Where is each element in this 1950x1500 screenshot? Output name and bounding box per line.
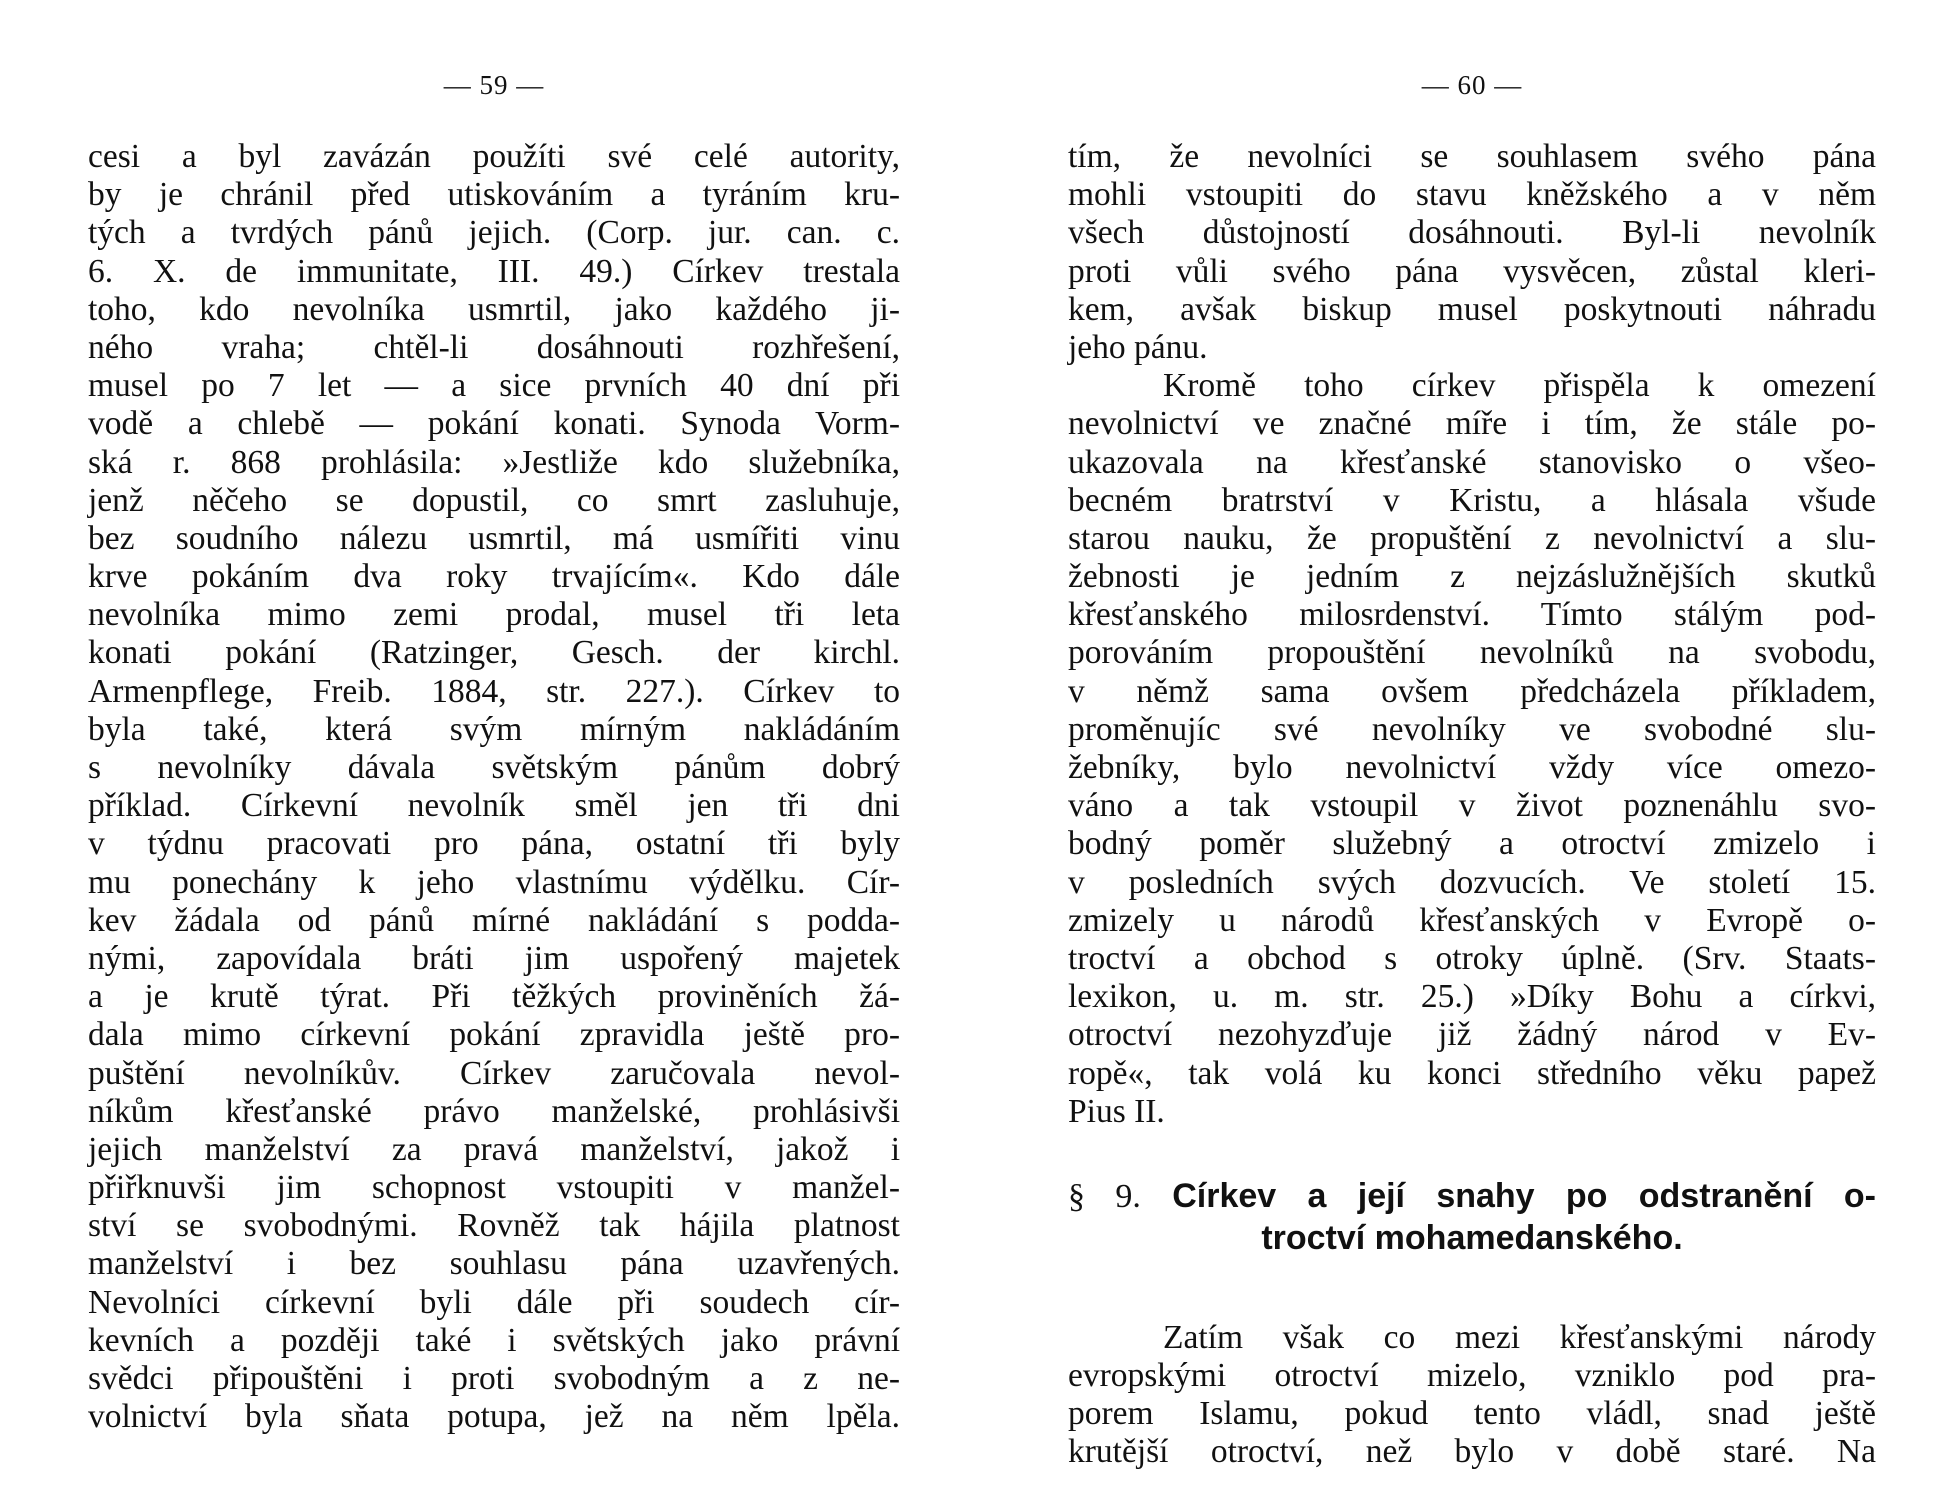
text-line: jeho pánu. <box>1068 328 1208 366</box>
text-line: Armenpflege, Freib. 1884, str. 227.). Církev to <box>88 672 900 710</box>
text-line: v posledních svých dozvucích. Ve století 15. <box>1068 863 1876 901</box>
text-line: mohli vstoupiti do stavu kněžského a v něm <box>1068 176 1876 214</box>
text-line: 6. X. de immunitate, III. 49.) Církev trestala <box>88 252 900 290</box>
text-line: nými, zapovídala bráti jim uspořený majetek <box>88 939 900 977</box>
text-line: starou nauku, že propuštění z nevolnictví a slu- <box>1068 519 1876 557</box>
text-line: otroctví nezohyzďuje již žádný národ v Ev- <box>1068 1016 1876 1054</box>
text-line: nevolníka mimo zemi prodal, musel tři leta <box>88 596 900 634</box>
text-line: Zatím však co mezi křesťanskými národy <box>1163 1318 1876 1356</box>
text-line: Pius II. <box>1068 1092 1165 1130</box>
text-line: cesi a byl zavázán použíti své celé autority, <box>88 138 900 175</box>
text-line: toho, kdo nevolníka usmrtil, jako každého ji- <box>88 290 900 328</box>
text-line: zmizely u národů křesťanských v Evropě o- <box>1068 901 1876 939</box>
text-line: jejich manželství za pravá manželství, jakož i <box>88 1130 900 1168</box>
text-line: byla také, která svým mírným nakládáním <box>88 710 900 748</box>
text-line: ská r. 868 prohlásila: »Jestliže kdo služebníka, <box>88 443 900 481</box>
text-line: s nevolníky dávala světským pánům dobrý <box>88 749 900 786</box>
text-line: tých a tvrdých pánů jejich. (Corp. jur. can. c. <box>88 214 900 252</box>
text-line: troctví a obchod s otroky úplně. (Srv. Staats- <box>1068 939 1876 977</box>
text-line: krve pokáním dva roky trvajícím«. Kdo dále <box>88 558 900 596</box>
right-page-number: — 60 — <box>1421 70 1523 100</box>
text-line: mu ponechány k jeho vlastnímu výdělku. Cír- <box>88 863 900 901</box>
text-line: ného vraha; chtěl-li dosáhnouti rozhřešení, <box>88 328 900 366</box>
text-line: volnictví byla sňata potupa, jež na něm lpěla. <box>88 1398 900 1436</box>
section-mark: § 9. <box>1068 1177 1141 1215</box>
text-line: křesťanského milosrdenství. Tímto stálým pod- <box>1068 596 1876 634</box>
section-heading-line-1 <box>1068 1175 1876 1217</box>
text-line: žebníky, bylo nevolnictví vždy více omezo- <box>1068 749 1876 786</box>
text-line: žebnosti je jedním z nejzáslužnějších skutků <box>1068 558 1876 596</box>
right-page <box>1068 0 1876 1500</box>
text-line: přiřknuvši jim schopnost vstoupiti v manžel- <box>88 1169 900 1207</box>
text-line: Nevolníci církevní byli dále při soudech cír- <box>88 1283 900 1321</box>
text-line: ství se svobodnými. Rovněž tak hájila platnost <box>88 1207 900 1245</box>
text-line: v němž sama ovšem předcházela příkladem, <box>1068 672 1876 710</box>
text-line: puštění nevolníkův. Církev zaručovala nevol- <box>88 1054 900 1092</box>
text-line: kev žádala od pánů mírné nakládání s podda- <box>88 901 900 939</box>
text-line: Kromě toho církev přispěla k omezení <box>1163 367 1876 405</box>
text-line: kevních a později také i světských jako právní <box>88 1321 900 1359</box>
text-line: manželství i bez souhlasu pána uzavřených. <box>88 1245 900 1283</box>
left-page <box>88 0 900 1500</box>
text-line: dala mimo církevní pokání zpravidla ještě pro- <box>88 1016 900 1054</box>
text-line: by je chránil před utiskováním a tyráním kru- <box>88 176 900 214</box>
text-line: bez soudního nálezu usmrtil, má usmířiti vinu <box>88 519 900 557</box>
text-line: níkům křesťanské právo manželské, prohlásivši <box>88 1092 900 1130</box>
text-line: svědci připouštěni i proti svobodným a z ne- <box>88 1360 900 1397</box>
text-line: bodný poměr služebný a otroctví zmizelo i <box>1068 825 1876 863</box>
text-line: krutější otroctví, než bylo v době staré. Na <box>1068 1433 1876 1471</box>
text-line: porem Islamu, pokud tento vládl, snad ještě <box>1068 1395 1876 1433</box>
text-line: vodě a chlebě — pokání konati. Synoda Vorm- <box>88 405 900 443</box>
text-line: tím, že nevolníci se souhlasem svého pána <box>1068 138 1876 175</box>
text-line: porováním propouštění nevolníků na svobodu, <box>1068 634 1876 672</box>
section-heading-line-2: troctví mohamedanského. <box>1261 1218 1683 1257</box>
text-line: evropskými otroctví mizelo, vzniklo pod pra- <box>1068 1357 1876 1395</box>
left-page-text <box>88 138 900 1436</box>
text-line: jenž něčeho se dopustil, co smrt zasluhuje, <box>88 481 900 519</box>
section-heading-text: Církev a její snahy po odstranění o- <box>1172 1176 1876 1215</box>
text-line: všech důstojností dosáhnouti. Byl-li nevolník <box>1068 214 1876 252</box>
text-line: v týdnu pracovati pro pána, ostatní tři byly <box>88 825 900 863</box>
text-line: váno a tak vstoupil v život poznenáhlu svo- <box>1068 787 1876 825</box>
text-line: musel po 7 let — a sice prvních 40 dní při <box>88 367 900 405</box>
text-line: lexikon, u. m. str. 25.) »Díky Bohu a církvi, <box>1068 978 1876 1016</box>
text-line: příklad. Církevní nevolník směl jen tři dni <box>88 787 900 825</box>
text-line: ukazovala na křesťanské stanovisko o všeo- <box>1068 443 1876 481</box>
right-page-text <box>1068 138 1876 1472</box>
text-line: nevolnictví ve značné míře i tím, že stále po- <box>1068 405 1876 443</box>
text-line: proti vůli svého pána vysvěcen, zůstal kleri- <box>1068 252 1876 290</box>
text-line: ropě«, tak volá ku konci středního věku papež <box>1068 1054 1876 1092</box>
text-line: kem, avšak biskup musel poskytnouti náhradu <box>1068 290 1876 328</box>
text-line: a je krutě týrat. Při těžkých proviněních žá- <box>88 978 900 1016</box>
text-line: becném bratrství v Kristu, a hlásala všude <box>1068 481 1876 519</box>
text-line: proměnujíc své nevolníky ve svobodné slu- <box>1068 710 1876 748</box>
left-page-number: — 59 — <box>443 70 545 100</box>
text-line: konati pokání (Ratzinger, Gesch. der kirchl. <box>88 634 900 672</box>
